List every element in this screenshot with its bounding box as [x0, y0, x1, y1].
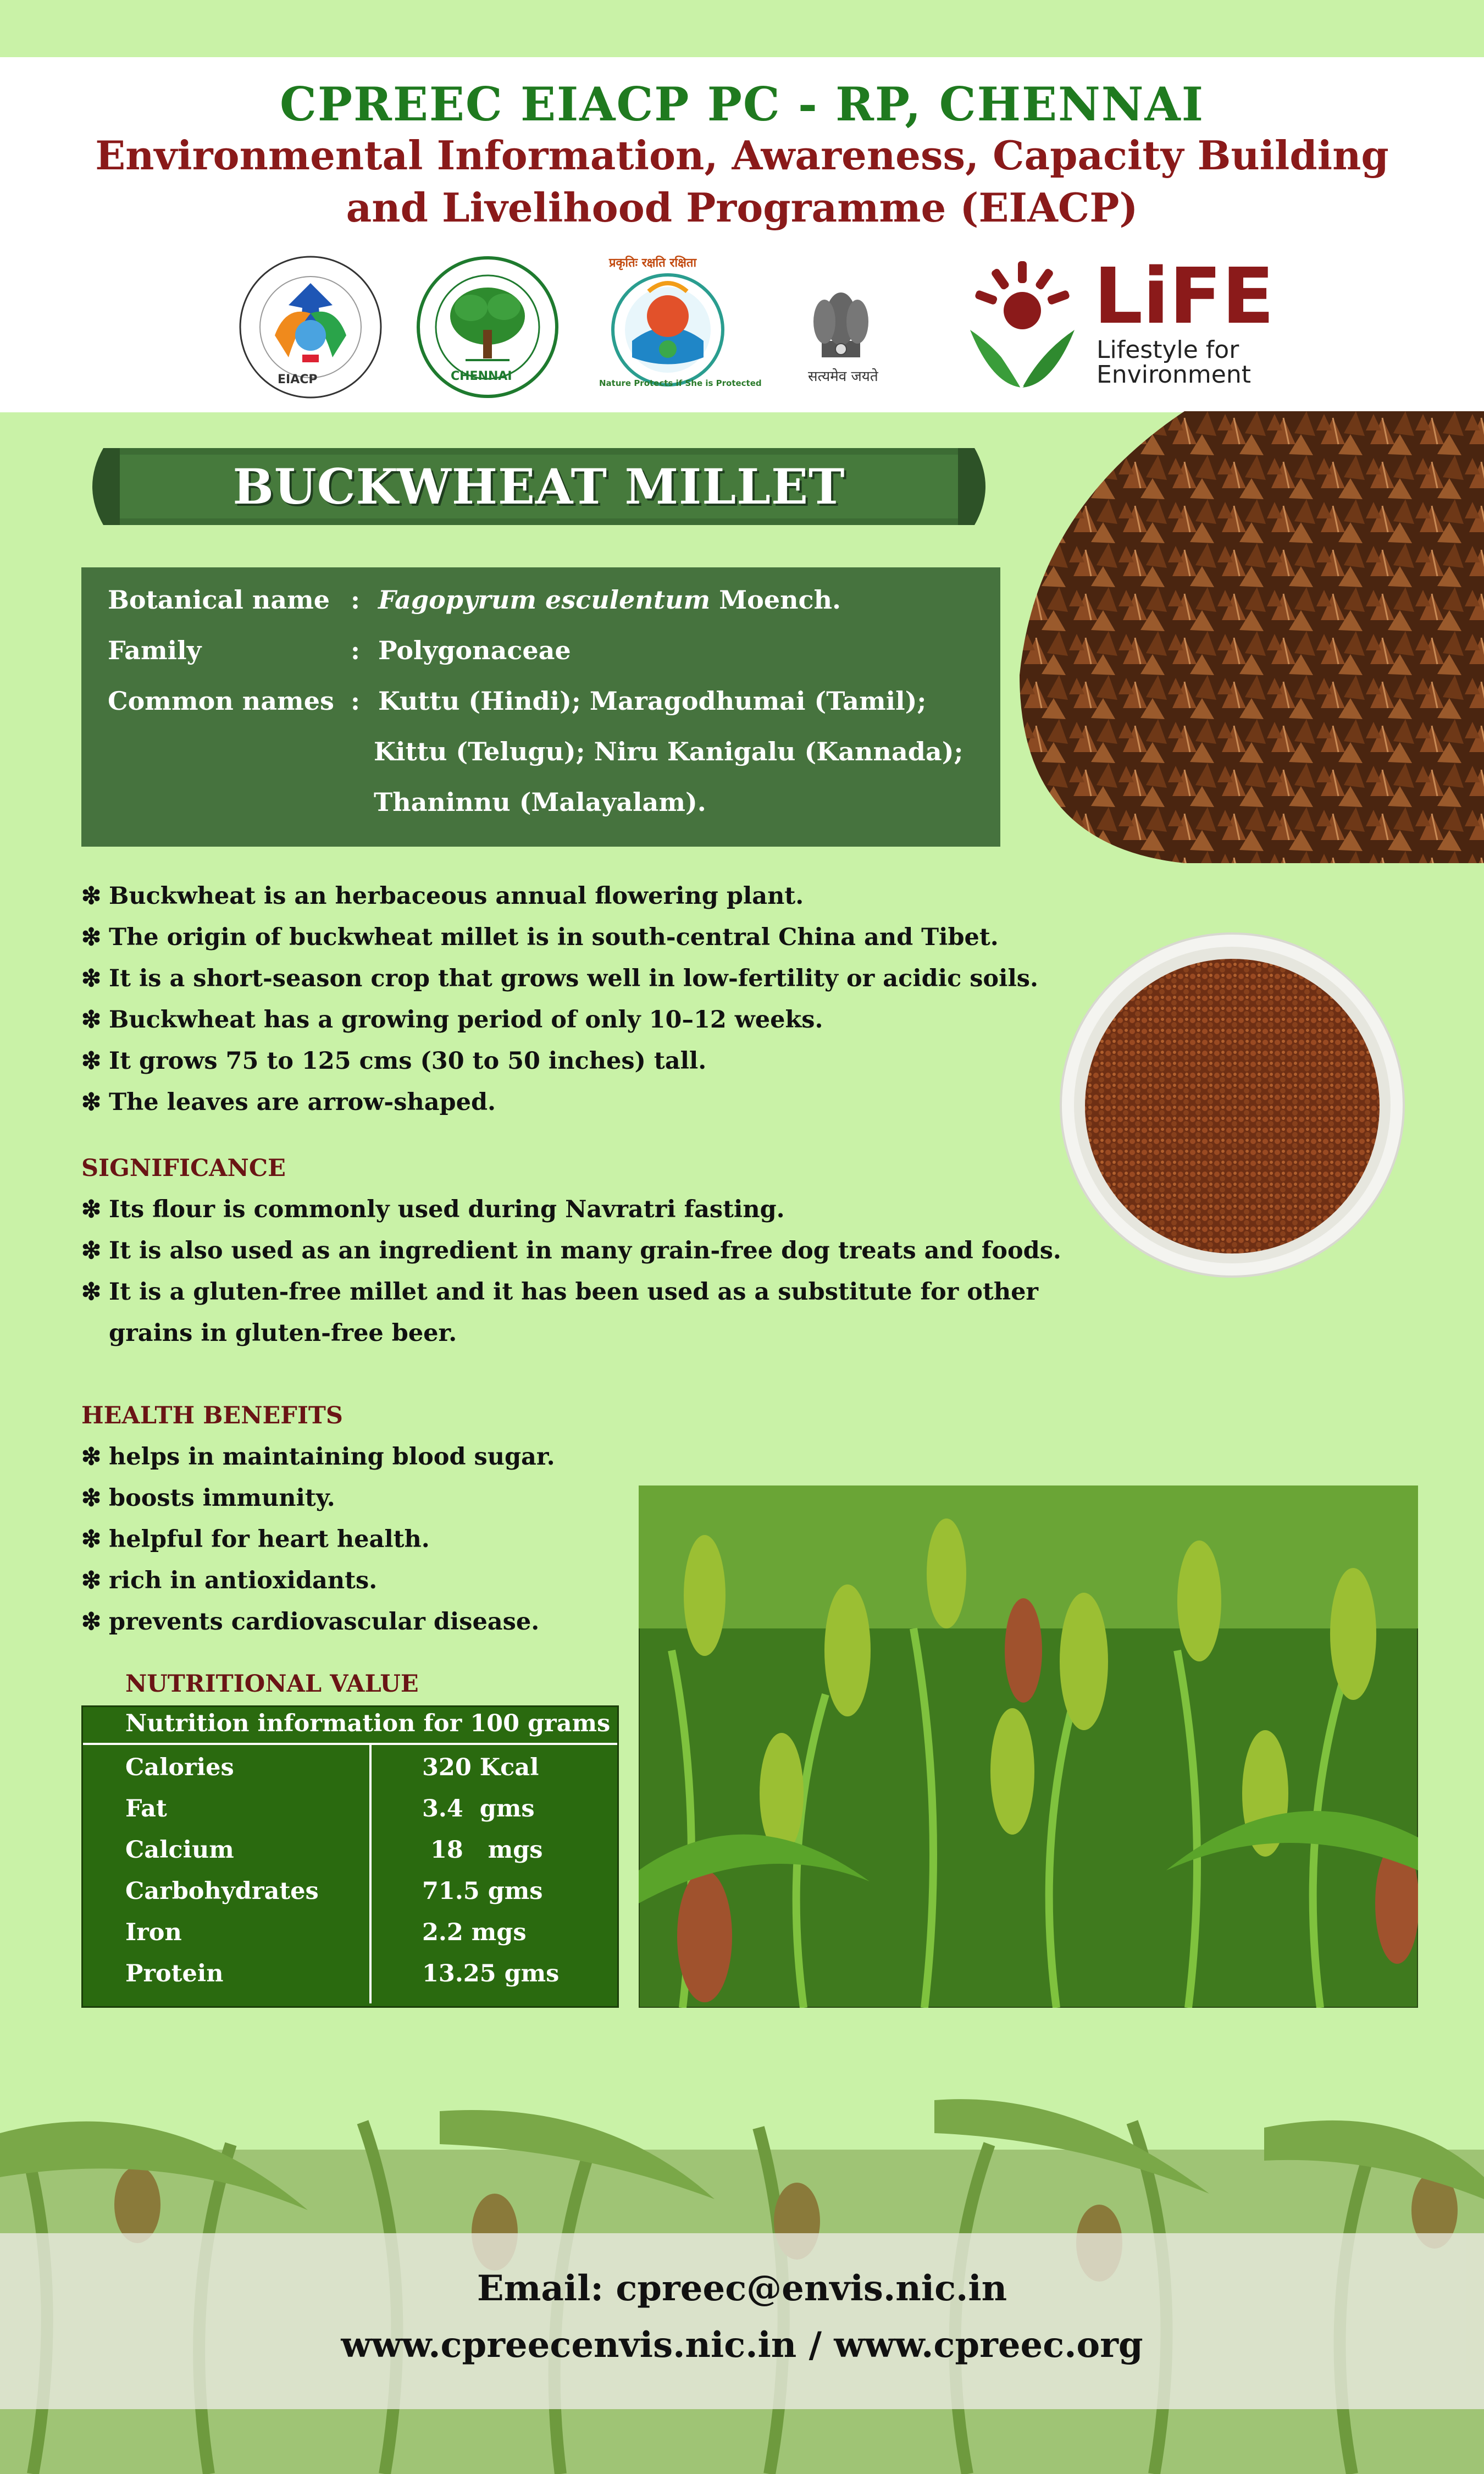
- fact-item: [81, 1006, 823, 1034]
- significance-item-3-continued: grains in gluten-free beer.: [109, 1319, 457, 1347]
- common-names-line1: Kuttu (Hindi); Maragodhumai (Tamil);: [378, 686, 927, 716]
- life-sun-icon: [959, 258, 1086, 390]
- fact-item: [81, 924, 999, 951]
- fact-item: [81, 1089, 496, 1116]
- nutrient-name: Iron: [125, 1919, 182, 1946]
- cpreec-logo-label: CHENNAI: [451, 369, 512, 383]
- bullet-icon: ❇: [81, 1443, 102, 1471]
- bullet-icon: ❇: [81, 1237, 102, 1264]
- health-benefit-item-text: prevents cardiovascular disease.: [109, 1608, 540, 1636]
- botanical-info-box: [81, 567, 1000, 847]
- nutritional-value-heading: NUTRITIONAL VALUE: [125, 1670, 419, 1698]
- colon: :: [351, 636, 360, 665]
- footer-websites[interactable]: www.cpreecenvis.nic.in / www.cpreec.org: [341, 2324, 1143, 2366]
- eiacp-logo-label: EIACP: [278, 373, 318, 386]
- nutrient-name: Carbohydrates: [125, 1877, 319, 1905]
- bullet-icon: ❇: [81, 965, 102, 992]
- fact-item: [81, 965, 1038, 992]
- nutrient-name: Fat: [125, 1795, 167, 1823]
- nutrient-value: 3.4 gms: [422, 1795, 535, 1823]
- family-label: Family: [108, 636, 202, 665]
- health-benefit-item-text: boosts immunity.: [109, 1484, 335, 1512]
- bullet-icon: ❇: [81, 1006, 102, 1034]
- health-benefit-item: [81, 1608, 539, 1636]
- header-title: CPREEC EIACP PC - RP, CHENNAI: [279, 77, 1204, 131]
- significance-item-text: It is a gluten-free millet and it has been used as a substitute for other: [109, 1278, 1039, 1306]
- buckwheat-grains-photo: [1020, 411, 1484, 863]
- significance-item: [81, 1196, 785, 1223]
- nutrition-table-column-divider: [369, 1745, 372, 2003]
- nutrient-value: 71.5 gms: [422, 1877, 543, 1905]
- health-benefit-item: [81, 1526, 430, 1553]
- fact-item-text: The leaves are arrow-shaped.: [109, 1089, 496, 1116]
- fact-item-text: Buckwheat is an herbaceous annual flowering plant.: [109, 882, 804, 910]
- nutrition-table-title: Nutrition information for 100 grams: [125, 1710, 611, 1737]
- bullet-icon: ❇: [81, 1608, 102, 1636]
- nutrient-value: 13.25 gms: [422, 1960, 560, 1987]
- fact-item-text: It is a short-season crop that grows well in low-fertility or acidic soils.: [109, 965, 1038, 992]
- nutrient-value: 2.2 mgs: [422, 1919, 527, 1946]
- life-tagline-2: Environment: [1097, 361, 1251, 389]
- significance-item: [81, 1278, 1038, 1306]
- colon: :: [351, 686, 360, 716]
- health-benefit-item: [81, 1484, 335, 1512]
- header-subtitle-line2: and Livelihood Programme (EIACP): [346, 184, 1138, 231]
- bullet-icon: ❇: [81, 1047, 102, 1075]
- buckwheat-bowl-photo: [1056, 929, 1408, 1281]
- nutrient-value: 320 Kcal: [422, 1754, 539, 1781]
- footer-email[interactable]: Email: cpreec@envis.nic.in: [477, 2268, 1007, 2309]
- nutrient-name: Calcium: [125, 1836, 234, 1864]
- bullet-icon: ❇: [81, 1278, 102, 1306]
- bullet-icon: ❇: [81, 1526, 102, 1553]
- significance-heading: SIGNIFICANCE: [81, 1155, 286, 1182]
- fact-item: [81, 1047, 706, 1075]
- fact-item-text: It grows 75 to 125 cms (30 to 50 inches) tall.: [109, 1047, 707, 1075]
- significance-item: [81, 1237, 1061, 1264]
- bullet-icon: ❇: [81, 882, 102, 910]
- significance-item-text: It is also used as an ingredient in many grain-free dog treats and foods.: [109, 1237, 1061, 1264]
- bullet-icon: ❇: [81, 1567, 102, 1594]
- health-benefit-item-text: rich in antioxidants.: [109, 1567, 378, 1594]
- bullet-icon: ❇: [81, 1196, 102, 1223]
- top-strip: [0, 0, 1484, 57]
- nutrient-value: 18 mgs: [422, 1836, 543, 1864]
- footer-band: [0, 2233, 1484, 2409]
- common-names-line3: Thaninnu (Malayalam).: [374, 787, 706, 817]
- header-subtitle-line1: Environmental Information, Awareness, Capacity Building: [95, 132, 1389, 179]
- significance-item-text: Its flour is commonly used during Navratri fasting.: [109, 1196, 785, 1223]
- bullet-icon: ❇: [81, 1484, 102, 1512]
- bullet-icon: ❇: [81, 924, 102, 951]
- emblem-caption: सत्यमेव जयते: [808, 368, 878, 385]
- family-value: Polygonaceae: [378, 636, 571, 665]
- common-names-line2: Kittu (Telugu); Niru Kanigalu (Kannada);: [374, 737, 964, 766]
- life-tagline-1: Lifestyle for: [1097, 336, 1239, 364]
- bullet-icon: ❇: [81, 1089, 102, 1116]
- health-benefit-item: [81, 1567, 377, 1594]
- moef-motto-bottom: Nature Protects if She is Protected: [599, 378, 762, 388]
- fact-item-text: The origin of buckwheat millet is in south-central China and Tibet.: [109, 924, 999, 951]
- botanical-name-label: Botanical name: [108, 585, 330, 615]
- botanical-name-value: Fagopyrum esculentum Moench.: [378, 585, 841, 615]
- fact-item-text: Buckwheat has a growing period of only 10–12 weeks.: [109, 1006, 823, 1034]
- health-benefit-item: [81, 1443, 555, 1471]
- common-names-label: Common names: [108, 686, 334, 716]
- life-wordmark: LiFE: [1094, 252, 1275, 341]
- health-benefits-heading: HEALTH BENEFITS: [81, 1402, 343, 1429]
- moef-motto-top: प्रकृतिः रक्षति रक्षिता: [609, 256, 697, 270]
- page-title: BUCKWHEAT MILLET: [232, 458, 845, 515]
- nutrition-table-divider: [83, 1743, 617, 1745]
- nutrient-name: Protein: [125, 1960, 224, 1987]
- health-benefit-item-text: helpful for heart health.: [109, 1526, 430, 1553]
- fact-item: [81, 882, 804, 910]
- colon: :: [351, 585, 360, 615]
- millet-field-photo: [639, 1485, 1418, 2008]
- health-benefit-item-text: helps in maintaining blood sugar.: [109, 1443, 555, 1471]
- nutrient-name: Calories: [125, 1754, 234, 1781]
